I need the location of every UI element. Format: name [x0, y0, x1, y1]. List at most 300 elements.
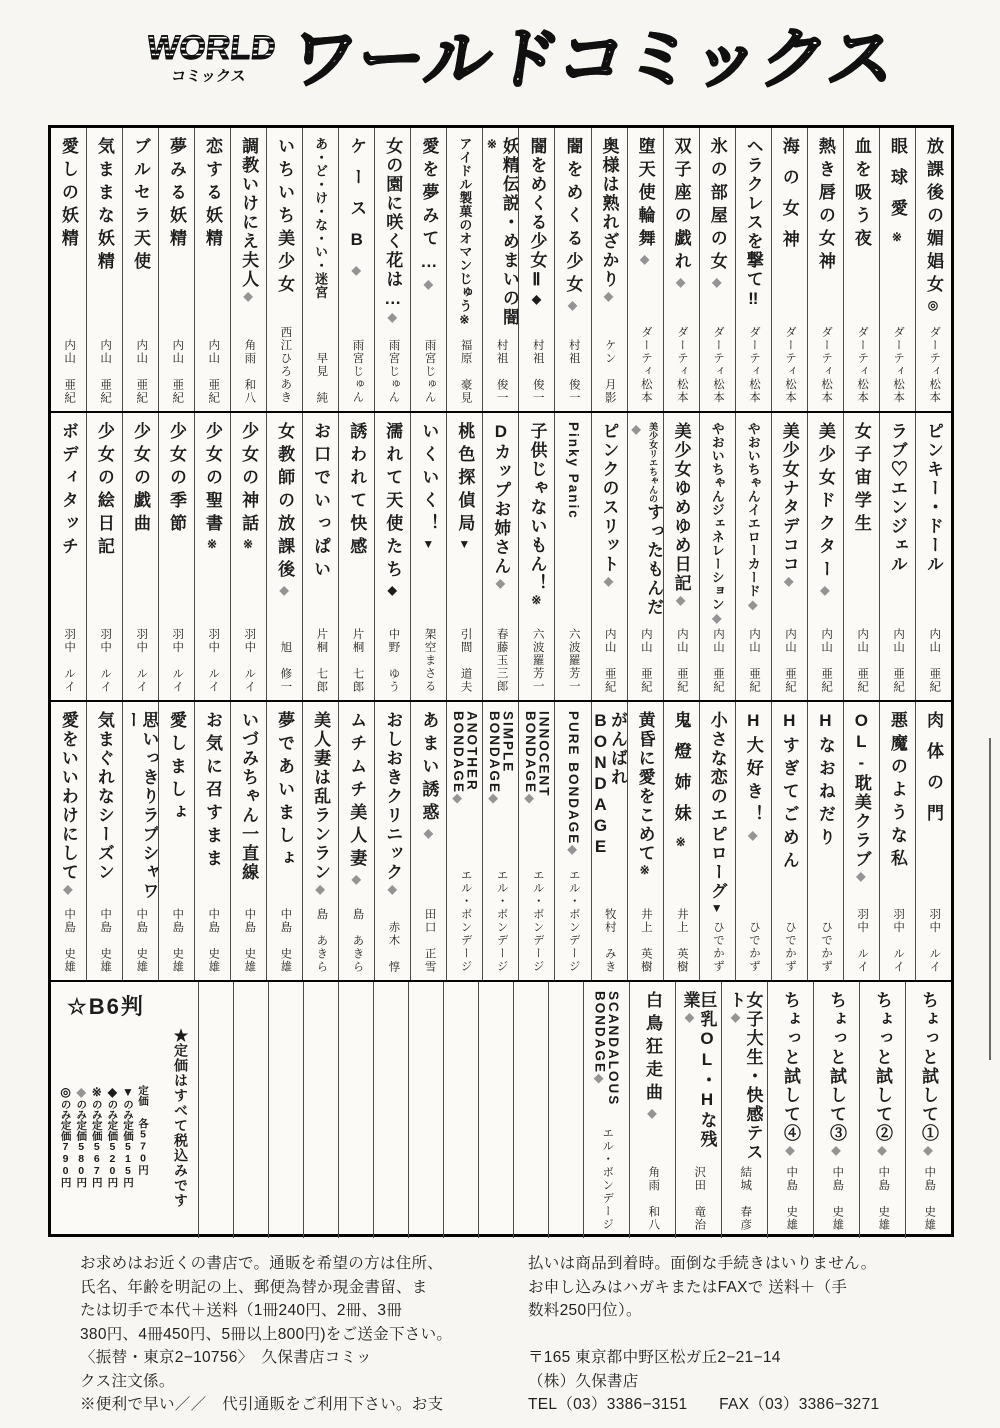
book-title: ピンクのスリット◆ [599, 422, 619, 588]
catalog-entry [628, 128, 664, 411]
catalog-entry [592, 413, 628, 700]
book-author: 福原 豪見 [459, 338, 472, 404]
footer-line: （株）久保書店 [528, 1372, 639, 1390]
price-mark: ◆ [349, 263, 364, 277]
book-author: ダーティ松本 [856, 326, 869, 404]
book-title: いくいく！▼ [419, 422, 439, 551]
catalog-entry [880, 128, 916, 411]
book-author: ダーティ松本 [675, 326, 688, 404]
catalog-entry [906, 982, 951, 1238]
book-author: 雨宮じゅん [387, 339, 400, 404]
book-title: H大好き！◆ [743, 711, 763, 842]
catalog-entry [195, 128, 231, 411]
catalog-entry [844, 128, 880, 411]
price-mark: ◆ [486, 794, 501, 804]
book-author: 中島 史雄 [243, 907, 256, 973]
catalog-entry [375, 413, 411, 700]
book-author: 六波羅芳一 [567, 628, 580, 693]
price-mark: ◆ [313, 882, 328, 896]
book-author: 内山 亜紀 [207, 338, 220, 404]
catalog-entry [267, 128, 303, 411]
book-title: SCANDALOUS BONDAGE◆ [592, 991, 621, 1107]
catalog-entry [411, 413, 447, 700]
book-author: 角雨 和八 [243, 338, 256, 404]
book-title: 気ままな妖精 [94, 137, 114, 275]
book-author: 内山 亜紀 [747, 627, 760, 693]
book-title: いちいち美少女 [275, 137, 295, 298]
book-title: 女子大生・快感テスト◆ [726, 991, 763, 1162]
price-mark: ▼ [457, 537, 472, 551]
book-author: 中野 ゆう [387, 627, 400, 693]
price-mark: ◆ [105, 1085, 120, 1099]
book-author: エル・ボンデージ [459, 869, 472, 973]
book-author: 羽中 ルイ [856, 907, 869, 973]
catalog-entry [195, 702, 231, 980]
catalog-entry [664, 702, 700, 980]
scan-artifact-line [989, 738, 991, 1060]
price-mark: ▼ [120, 1085, 135, 1099]
book-title: 闇をめくる少女◆ [563, 137, 583, 312]
catalog-entry [628, 413, 664, 700]
price-mark: ◆ [529, 292, 544, 306]
catalog-entry [592, 128, 628, 411]
footer-line [528, 1323, 918, 1347]
price-legend-item: ◆のみ定価580円 [74, 1085, 89, 1188]
book-title: 女子宙学生 [851, 422, 871, 537]
catalog-entry [231, 702, 267, 980]
book-author: 角雨 和八 [647, 1165, 660, 1231]
book-title: 闇をめくる少女Ⅱ◆ [527, 137, 547, 306]
book-title: 愛しましょ [166, 711, 186, 826]
price-legend-item: ▼のみ定価515円 [120, 1085, 135, 1188]
book-title: 妖精伝説・めまいの闇※ [484, 137, 519, 327]
price-mark: ◆ [629, 422, 644, 436]
ordering-info [80, 1252, 940, 1417]
catalog-row [51, 128, 951, 413]
catalog-entry [159, 413, 195, 700]
book-title: Pinky Panic [565, 422, 581, 520]
catalog-entry [87, 702, 123, 980]
catalog-entry [87, 128, 123, 411]
catalog-entry [483, 128, 519, 411]
catalog-entry [664, 413, 700, 700]
book-title: がんばれBONDAGE [591, 711, 628, 858]
book-author: ダーティ松本 [747, 326, 760, 404]
ordering-info-left [80, 1252, 500, 1417]
footer-line: 〈振替・東京2−10756〉 久保書店コミッ [80, 1349, 372, 1367]
book-author: 羽中 ルイ [928, 907, 941, 973]
catalog-entry [375, 702, 411, 980]
book-author: 羽中 ルイ [63, 627, 76, 693]
catalog-entry [700, 702, 736, 980]
price-mark: ※ [889, 230, 904, 244]
book-title: 思いっきりラブシャワー [122, 711, 159, 901]
book-author: 雨宮じゅん [351, 339, 364, 404]
price-mark: ◆ [645, 1106, 659, 1120]
book-title: 恋する妖精 [203, 137, 223, 252]
footer-line: お申し込みはハガキまたはFAXで 送料＋（手 [528, 1278, 848, 1296]
catalog-entry [772, 413, 808, 700]
catalog-entry [844, 413, 880, 700]
book-author: ひでかず [820, 921, 833, 973]
price-mark: ◆ [921, 1143, 935, 1157]
book-author: 内山 亜紀 [63, 338, 76, 404]
catalog-entry [159, 702, 195, 980]
book-author: 中島 史雄 [135, 907, 148, 973]
book-author: 中島 史雄 [785, 1165, 798, 1231]
price-mark: ※ [529, 593, 544, 607]
catalog-entry [768, 982, 814, 1238]
catalog-entry [722, 982, 768, 1238]
book-title: 桃色探偵局▼ [455, 422, 475, 551]
price-mark: ※ [673, 835, 688, 849]
catalog-entry [700, 413, 736, 700]
book-author: 六波羅芳一 [531, 628, 544, 693]
book-author: 内山 亜紀 [639, 627, 652, 693]
book-title: いづみちゃん一直線 [239, 711, 259, 882]
footer-line: 払いは商品到着時。面倒な手続きはいりません。 [528, 1255, 877, 1272]
book-author: 結城 春彦 [739, 1165, 752, 1231]
catalog-entry [51, 128, 87, 411]
price-mark: ◆ [829, 1143, 843, 1157]
price-mark: ◆ [781, 574, 796, 588]
catalog-entry [483, 702, 519, 980]
price-mark: ※ [484, 137, 499, 151]
catalog-entry [339, 413, 375, 700]
book-title: お気に召すまま [203, 711, 223, 872]
book-author: ダーティ松本 [784, 326, 797, 404]
book-author: 片桐 七郎 [351, 627, 364, 693]
logo-comics-text: コミックス [170, 67, 247, 85]
book-author: 中島 史雄 [831, 1165, 844, 1231]
book-title: PURE BONDAGE◆ [565, 711, 581, 855]
price-mark: ◆ [673, 593, 688, 607]
price-mark: ◆ [450, 794, 465, 804]
book-author: 牧村 みき [603, 907, 616, 973]
price-mark: ※ [241, 537, 256, 551]
book-title: ケースB◆ [347, 137, 367, 277]
catalog-table [48, 125, 954, 1237]
book-author: 中島 史雄 [171, 907, 184, 973]
footer-line: 〒165 東京都中野区松ガ丘2−21−14 [528, 1349, 781, 1367]
book-author: ダーティ松本 [928, 326, 941, 404]
price-mark: ◆ [728, 1010, 743, 1024]
book-title: 女の園に咲く花は…◆ [383, 137, 403, 324]
empty-cell [479, 982, 514, 1238]
price-mark: ◆ [601, 574, 616, 588]
price-mark: ◆ [745, 597, 760, 612]
price-mark: ◆ [709, 275, 724, 289]
book-title: 少女の季節 [166, 422, 186, 537]
book-author: 村祖 俊一 [495, 338, 508, 404]
catalog-entry [267, 702, 303, 980]
book-author: 中島 史雄 [923, 1165, 936, 1231]
book-title: 気まぐれなシーズン [94, 711, 114, 882]
book-author: 西江ひろあき [279, 326, 292, 404]
book-author: エル・ボンデージ [531, 869, 544, 973]
book-author: 架空まさる [423, 628, 436, 693]
book-title: 美人妻は乱ランラン◆ [311, 711, 331, 896]
book-author: エル・ボンデージ [601, 1127, 614, 1231]
catalog-entry [555, 702, 591, 980]
book-author: 井上 英樹 [675, 907, 688, 973]
price-mark: ◆ [673, 275, 688, 289]
book-title: 堕天使輪舞◆ [635, 137, 655, 266]
book-title: ちょっと試して①◆ [919, 991, 938, 1157]
book-author: 内山 亜紀 [171, 338, 184, 404]
empty-cell [234, 982, 269, 1238]
book-title: おしおきクリニック◆ [383, 711, 403, 896]
catalog-entry [700, 128, 736, 411]
catalog-entry [339, 128, 375, 411]
catalog-entry [159, 128, 195, 411]
price-mark: ◆ [682, 1010, 697, 1024]
book-title: 美少女ナタデココ◆ [779, 422, 799, 588]
catalog-entry [736, 128, 772, 411]
catalog-entry [303, 413, 339, 700]
logo-world-text: WORLD [145, 29, 278, 68]
catalog-entry [736, 413, 772, 700]
book-author: 中島 史雄 [279, 907, 292, 973]
book-title: ちょっと試して③◆ [827, 991, 846, 1157]
empty-cell [374, 982, 409, 1238]
book-author: ケン 月影 [603, 338, 616, 404]
price-mark: ◆ [385, 583, 400, 597]
price-mark: ※ [637, 863, 652, 877]
book-author: 田口 正雪 [423, 907, 436, 973]
price-mark: ◎ [58, 1085, 73, 1099]
book-author: 島 あきら [351, 907, 364, 973]
empty-cell [409, 982, 444, 1238]
price-mark: ◆ [592, 1074, 607, 1084]
book-title: ボディタッチ [58, 422, 78, 560]
footer-line: 数料250円位）。 [528, 1302, 642, 1320]
book-title: 少女の戯曲 [130, 422, 150, 537]
book-title: Hなおねだり [815, 711, 835, 851]
catalog-entry [267, 413, 303, 700]
book-title: 愛を夢みて…◆ [419, 137, 439, 291]
book-author: 沢田 竜治 [693, 1165, 706, 1231]
catalog-entry [123, 413, 159, 700]
catalog-entry [880, 702, 916, 980]
book-author: ひでかず [784, 921, 797, 973]
price-legend-item: ◎のみ定価790円 [58, 1085, 73, 1188]
book-author: 旭 修一 [279, 640, 292, 693]
empty-cell [304, 982, 339, 1238]
footer-line: たは切手で本代＋送料（1冊240円、2冊、3冊 [80, 1302, 403, 1320]
catalog-entry [519, 128, 555, 411]
empty-cell [269, 982, 304, 1238]
book-title: 小さな恋のエピローグ▼ [707, 711, 727, 915]
book-author: 内山 亜紀 [135, 338, 148, 404]
book-title: あまい誘惑◆ [419, 711, 439, 840]
footer-line: 氏名、年齢を明記の上、郵便為替か現金書留、ま [80, 1278, 428, 1296]
book-author: 内山 亜紀 [820, 627, 833, 693]
price-mark: ◆ [241, 289, 256, 303]
book-title: Dカップお姉さん◆ [491, 422, 511, 590]
book-author: 羽中 ルイ [892, 907, 905, 973]
ordering-info-right [528, 1252, 918, 1417]
book-title: 美少女ゆめゆめ日記◆ [671, 422, 691, 607]
book-title: 誘われて快感 [347, 422, 367, 560]
catalog-entry [231, 128, 267, 411]
book-author: 雨宮じゅん [423, 339, 436, 404]
book-author: 羽中 ルイ [243, 627, 256, 693]
catalog-entry [447, 128, 483, 411]
book-author: 片桐 七郎 [315, 627, 328, 693]
catalog-entry [51, 413, 87, 700]
catalog-entry [916, 413, 951, 700]
book-author: エル・ボンデージ [567, 869, 580, 973]
book-author: 内山 亜紀 [99, 338, 112, 404]
book-title: 双子座の戯れ◆ [671, 137, 691, 289]
publisher-logo [143, 29, 278, 86]
book-title: ちょっと試して④◆ [781, 991, 800, 1157]
book-title: あ・ど・け・な・い・迷宮 [313, 137, 329, 299]
footer-line: お求めはお近くの書店で。通販を希望の方は住所、 [80, 1255, 444, 1272]
book-author: ダーティ松本 [892, 326, 905, 404]
book-title: ラブ♡エンジェル [887, 422, 907, 574]
catalog-entry [87, 413, 123, 700]
book-title: 愛しの妖精 [58, 137, 78, 252]
book-title: 濡れて天使たち◆ [383, 422, 403, 597]
catalog-entry [483, 413, 519, 700]
book-author: ひでかず [711, 921, 724, 973]
price-mark: ※ [205, 537, 220, 551]
book-author: ダーティ松本 [711, 326, 724, 404]
catalog-entry [411, 128, 447, 411]
empty-cell [339, 982, 374, 1238]
book-author: 内山 亜紀 [675, 627, 688, 693]
catalog-row [51, 982, 951, 1238]
price-mark: ◆ [853, 869, 868, 883]
price-legend-item: ◆のみ定価520円 [105, 1085, 120, 1188]
price-mark: ◆ [875, 1143, 889, 1157]
price-mark: ◆ [385, 310, 400, 324]
price-mark: ◆ [277, 583, 292, 597]
book-title: Hすぎてごめん [779, 711, 799, 874]
catalog-entry [736, 702, 772, 980]
catalog-entry [339, 702, 375, 980]
book-author: 村祖 俊一 [567, 338, 580, 404]
price-mark: ◆ [565, 298, 580, 312]
book-author: 井上 英樹 [639, 907, 652, 973]
book-title: 血を吸う夜 [851, 137, 871, 252]
book-title: 放課後の媚娼女◎ [923, 137, 943, 312]
catalog-entry [584, 982, 630, 1238]
price-mark: ◆ [783, 1143, 797, 1157]
book-author: 内山 亜紀 [784, 627, 797, 693]
price-legend-item: ※のみ定価567円 [89, 1085, 104, 1188]
empty-cell [549, 982, 584, 1238]
catalog-entry [916, 128, 951, 411]
footer-line: 380円、4冊450円、5冊以上800円)をご送金下さい。 [80, 1325, 453, 1343]
book-title: やおいちゃんジェネレーション◆ [709, 422, 725, 625]
book-title: SIMPLE BONDAGE◆ [486, 711, 516, 804]
book-author: 引間 道夫 [459, 627, 472, 693]
book-title: ブルセラ天使 [130, 137, 150, 275]
book-title: ピンキー・ドール [923, 422, 943, 574]
book-author: エル・ボンデージ [495, 869, 508, 973]
book-author: 中島 史雄 [877, 1165, 890, 1231]
book-title: 愛をいいわけにして◆ [58, 711, 78, 896]
format-label: ☆B6判 [67, 994, 145, 1019]
page-header [145, 22, 902, 97]
price-legend-item: 定価 各570円 [136, 1085, 149, 1175]
catalog-entry [664, 128, 700, 411]
empty-cell [199, 982, 234, 1238]
book-author: 内山 亜紀 [711, 627, 724, 693]
book-title: 子供じゃないもん！※ [527, 422, 547, 607]
catalog-row [51, 413, 951, 702]
book-author: 島 あきら [315, 907, 328, 973]
book-title: OL-耽美クラブ◆ [851, 711, 871, 883]
catalog-entry [447, 702, 483, 980]
catalog-entry [519, 413, 555, 700]
catalog-entry [808, 128, 844, 411]
book-author: 羽中 ルイ [207, 627, 220, 693]
price-mark: ◆ [60, 882, 75, 896]
book-author: 早見 純 [315, 351, 328, 404]
book-author: 村祖 俊一 [531, 338, 544, 404]
book-title: 肉体の門 [923, 711, 943, 835]
book-author: 春藤玉三郎 [495, 628, 508, 693]
catalog-entry [303, 128, 339, 411]
book-author: 内山 亜紀 [892, 627, 905, 693]
price-mark: ◆ [493, 576, 508, 590]
price-mark: ▼ [421, 537, 436, 551]
catalog-entry [844, 702, 880, 980]
book-title: 悪魔のような私 [887, 711, 907, 872]
book-author: 赤木 惇 [387, 920, 400, 973]
price-mark: ◆ [74, 1085, 89, 1099]
catalog-entry [808, 413, 844, 700]
catalog-entry [860, 982, 906, 1238]
book-title: 白鳥狂走曲◆ [643, 991, 662, 1120]
price-mark: ◆ [709, 611, 724, 625]
price-info-cell [51, 982, 199, 1238]
price-mark: ◆ [817, 583, 832, 597]
book-title: 熱き唇の女神 [815, 137, 835, 275]
catalog-entry [375, 128, 411, 411]
book-author: 中島 史雄 [99, 907, 112, 973]
catalog-entry [772, 702, 808, 980]
price-mark: ▼ [709, 901, 724, 915]
book-title: 美少女ドクター◆ [815, 422, 835, 597]
book-author: 内山 亜紀 [856, 627, 869, 693]
book-title: 黄昏に愛をこめて※ [635, 711, 655, 877]
book-title: 少女の聖書※ [203, 422, 223, 551]
price-mark: ◆ [601, 289, 616, 303]
book-title: お口でいっぱい [311, 422, 331, 583]
book-author: 内山 亜紀 [928, 627, 941, 693]
catalog-entry [231, 413, 267, 700]
empty-cell [444, 982, 479, 1238]
price-mark: ◎ [925, 298, 940, 312]
book-title: 夢であいましょ [275, 711, 295, 872]
book-title: 少女の絵日記 [94, 422, 114, 560]
empty-cell [514, 982, 549, 1238]
catalog-entry [555, 413, 591, 700]
book-title: ANOTHER BONDAGE◆ [450, 711, 480, 804]
book-title: 眼球愛※ [887, 137, 907, 244]
price-mark: ※ [89, 1085, 104, 1099]
catalog-entry [630, 982, 676, 1238]
catalog-entry [555, 128, 591, 411]
footer-line: ※便利で早い／／ 代引通販をご利用下さい。お支 [80, 1396, 444, 1414]
book-author: ひでかず [747, 921, 760, 973]
book-title-prefix: 美少女リエちゃんの [648, 422, 659, 503]
